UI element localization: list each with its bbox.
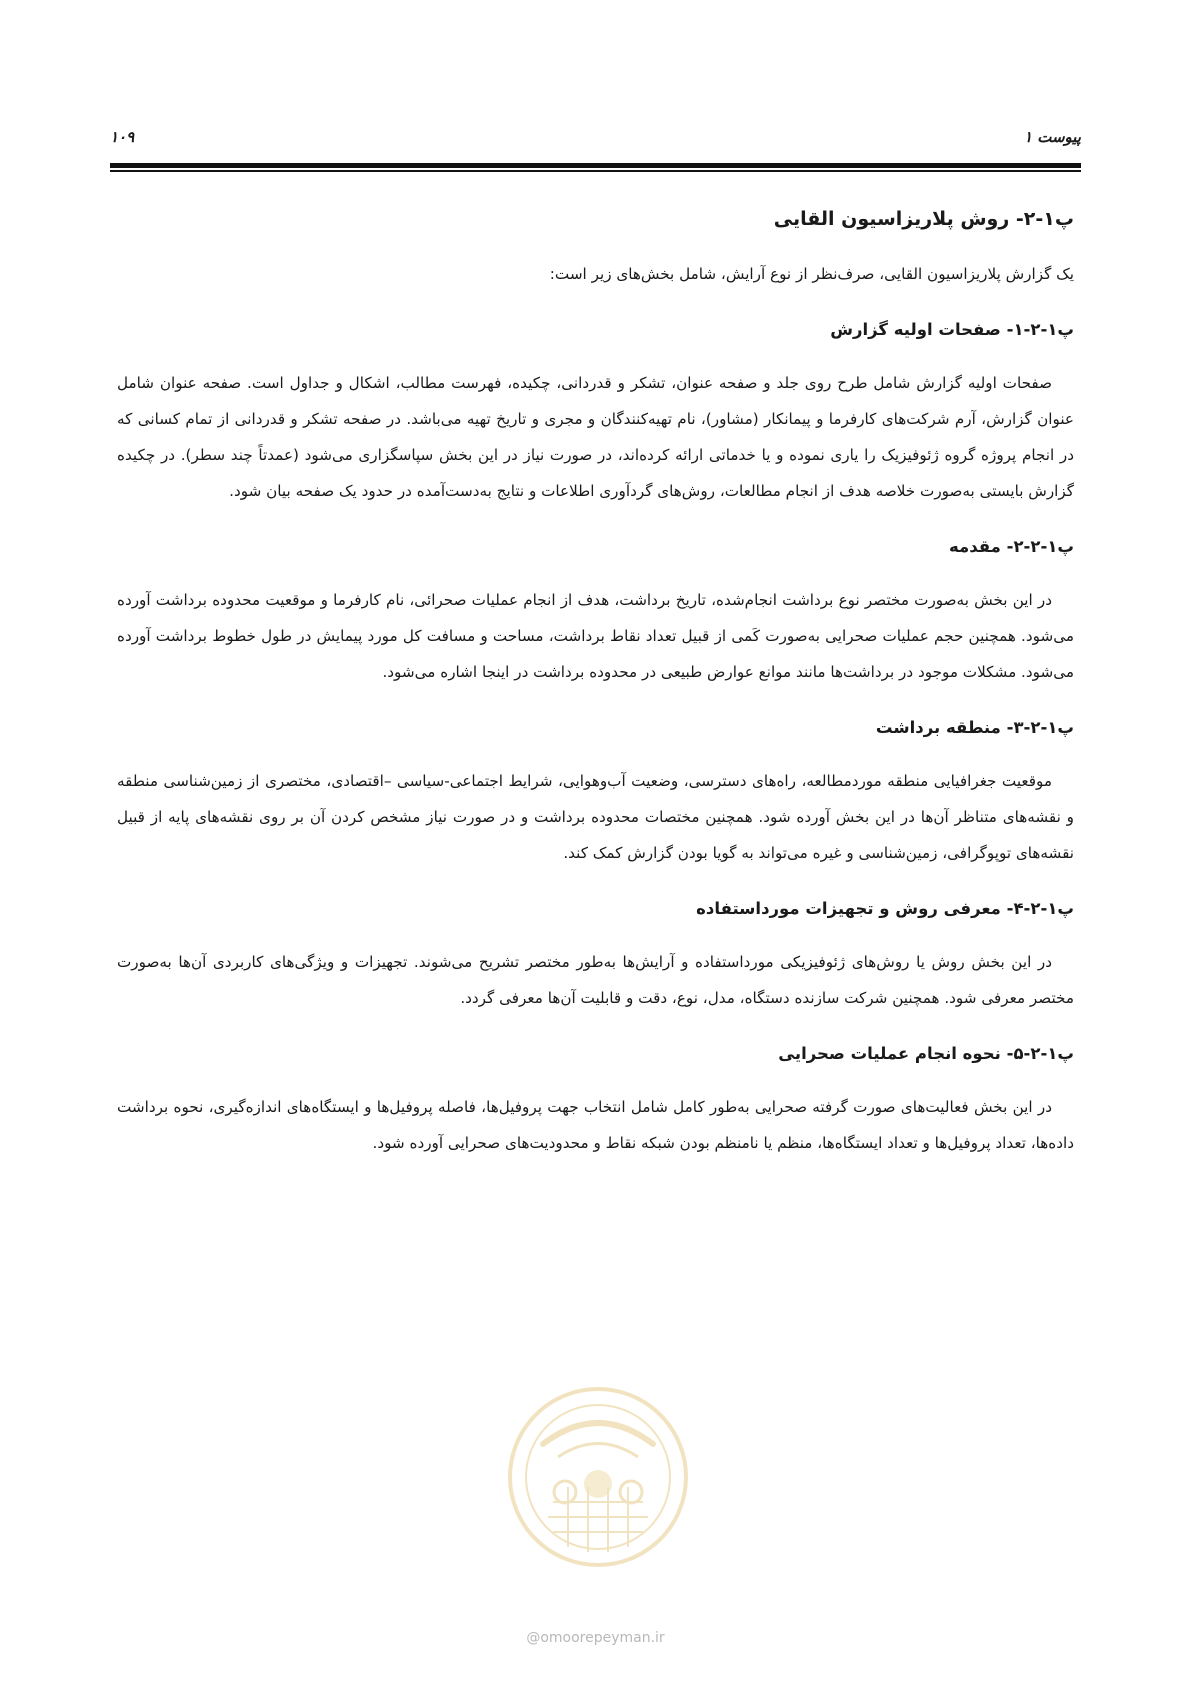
- subsection-heading-introduction: پ۱-۲-۲- مقدمه: [949, 537, 1074, 556]
- subsection-body-field-operations: در این بخش فعالیت‌های صورت گرفته صحرایی به‌طور کامل شامل انتخاب جهت پروفیل‌ها، فاصله پروفیل‌ها و ایستگاه‌های اندازه‌گیری، نحوه برداشت داده‌ها، تعداد پروفیل‌ها و تعداد ایستگاه‌ها، منظم یا نامنظم بودن شبکه نقاط و محدودیت‌های صحرایی آورده شود.: [117, 1098, 1074, 1152]
- page-number: ۱۰۹: [110, 128, 135, 146]
- subsection-heading-field-operations: پ۱-۲-۵- نحوه انجام عملیات صحرایی: [778, 1044, 1074, 1063]
- section-heading: پ۱-۲- روش پلاریزاسیون القایی: [773, 208, 1074, 230]
- subsection-body-survey-area: موقعیت جغرافیایی منطقه موردمطالعه، راه‌های دسترسی، وضعیت آب‌وهوایی، شرایط اجتماعی-سیاسی –اقتصادی، مختصری از زمین‌شناسی منطقه و نقشه‌های متناظر آن‌ها در این بخش آورده شود. همچنین مختصات محدوده برداشت و در صورت نیاز مشخص کردن آن بر روی نقشه‌های پایه از قبیل نقشه‌های توپوگرافی، زمین‌شناسی و غیره می‌تواند به گویا بودن گزارش کمک کند.: [117, 772, 1074, 862]
- page-header: [110, 128, 1081, 158]
- subsection-body-introduction: در این بخش به‌صورت مختصر نوع برداشت انجام‌شده، تاریخ برداشت، هدف از انجام عملیات صحرائی، نام کارفرما و موقعیت محدوده برداشت آورده می‌شود. همچنین حجم عملیات صحرایی به‌صورت کَمی از قبیل تعداد نقاط برداشت، مساحت و مسافت کل مورد پیمایش در طول خطوط برداشت آورده می‌شود. مشکلات موجود در برداشت‌ها مانند موانع عوارض طبیعی در محدوده برداشت در اینجا اشاره می‌شود.: [117, 591, 1074, 681]
- subsection-heading-methods-equipment: پ۱-۲-۴- معرفی روش و تجهیزات مورداستفاده: [696, 899, 1074, 918]
- subsection-heading-survey-area: پ۱-۲-۳- منطقه برداشت: [875, 718, 1074, 737]
- running-title: پیوست ۱: [1023, 128, 1081, 146]
- subsection-body-initial-pages: صفحات اولیه گزارش شامل طرح روی جلد و صفحه عنوان، تشکر و قدردانی، چکیده، فهرست مطالب، اشکال و جداول است. صفحه عنوان شامل عنوان گزارش، آرم شرکت‌های کارفرما و پیمانکار (مشاور)، نام تهیه‌کنندگان و مجری و تاریخ تهیه می‌باشد. در صفحه تشکر و قدردانی از تمام کسانی که در انجام پروژه گروه ژئوفیزیک را یاری نموده و یا خدماتی ارائه کرده‌اند، در صورت نیاز در این بخش سپاسگزاری می‌شود (عمدتاً چند سطر). در چکیده گزارش بایستی به‌صورت خلاصه هدف از انجام مطالعات، روش‌های گردآوری اطلاعات و نتایج به‌دست‌آمده در حدود یک صفحه بیان شود.: [117, 374, 1074, 500]
- subsection-heading-initial-pages: پ۱-۲-۱- صفحات اولیه گزارش: [830, 320, 1074, 339]
- section-intro: یک گزارش پلاریزاسیون القایی، صرف‌نظر از نوع آرایش، شامل بخش‌های زیر است:: [549, 265, 1074, 283]
- header-rule: [110, 163, 1081, 171]
- watermark-url: @omoorepeyman.ir: [526, 1630, 665, 1646]
- watermark-seal-icon: [503, 1382, 693, 1572]
- subsection-body-methods-equipment: در این بخش روش یا روش‌های ژئوفیزیکی مورداستفاده و آرایش‌ها به‌طور مختصر تشریح می‌شوند. تجهیزات و ویژگی‌های کاربردی آن‌ها به‌صورت مختصر معرفی شود. همچنین شرکت سازنده دستگاه، مدل، نوع، دقت و قابلیت آن‌ها معرفی گردد.: [117, 953, 1074, 1007]
